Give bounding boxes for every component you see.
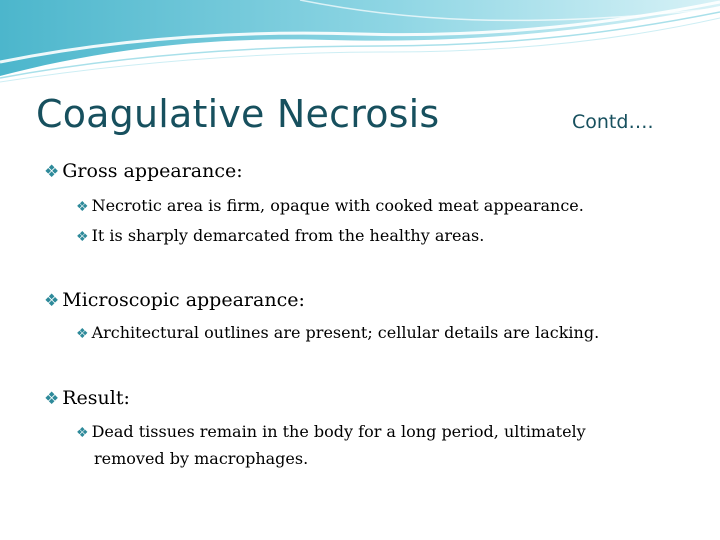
list-item: ❖ Necrotic area is firm, opaque with cooked meat appearance.	[76, 196, 584, 215]
header-wave-decoration	[0, 0, 720, 90]
diamond-bullet-icon: ❖	[44, 291, 60, 311]
diamond-bullet-icon: ❖	[76, 199, 89, 215]
list-item: ❖ Architectural outlines are present; cellular details are lacking.	[76, 323, 600, 342]
slide-title: Coagulative Necrosis	[36, 92, 440, 136]
list-item: ❖ It is sharply demarcated from the healthy areas.	[76, 226, 485, 245]
section-gross-heading: ❖ Gross appearance:	[44, 160, 243, 182]
section-microscopic-heading: ❖ Microscopic appearance:	[44, 289, 305, 311]
diamond-bullet-icon: ❖	[76, 229, 89, 245]
list-item: ❖ Dead tissues remain in the body for a long period, ultimately	[76, 422, 586, 441]
list-item-continuation: removed by macrophages.	[94, 449, 309, 468]
section-result-heading: ❖ Result:	[44, 387, 130, 409]
diamond-bullet-icon: ❖	[76, 326, 89, 342]
slide-subtitle-contd: Contd….	[572, 111, 654, 133]
diamond-bullet-icon: ❖	[44, 162, 60, 182]
diamond-bullet-icon: ❖	[76, 425, 89, 441]
diamond-bullet-icon: ❖	[44, 389, 60, 409]
